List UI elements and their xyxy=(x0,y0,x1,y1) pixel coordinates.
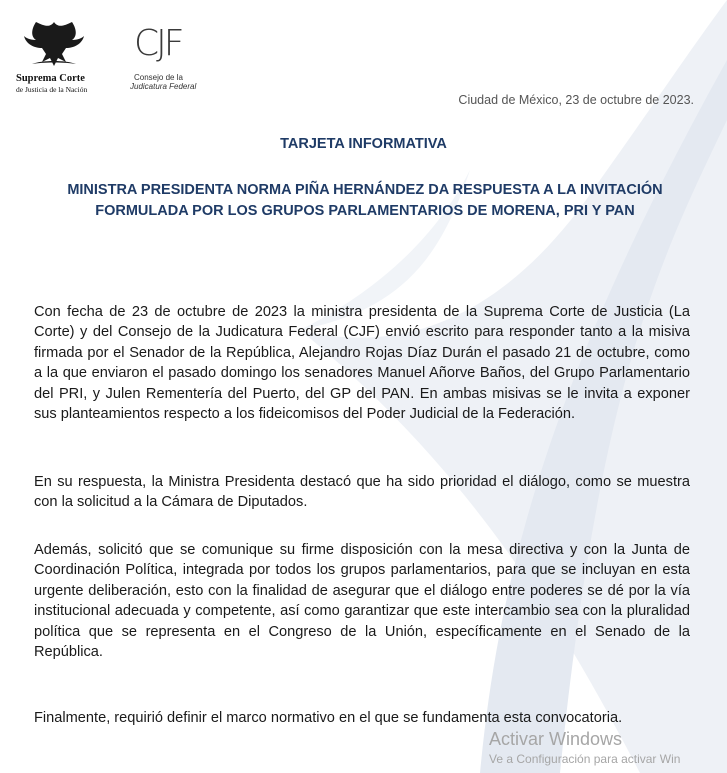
paragraph-3: Además, solicitó que se comunique su firme disposición con la mesa directiva y con la Junta de Coordinación Política, integrada por todos los grupos parlamentarios, para que se incluyan en esta urgente deliberación, esto con la finalidad de asegurar que el diálogo entre poderes se dé por la vía institucional adecuada y competente, así como garantizar que este intercambio sea con la pluralidad política que se representa en el Congreso de la Unión, específicamente en el Senado de la República. xyxy=(34,542,690,661)
cjf-logo-line2: Judicatura Federal xyxy=(130,82,197,91)
eagle-emblem-icon xyxy=(22,18,86,70)
card-title: TARJETA INFORMATIVA xyxy=(280,136,447,152)
activation-watermark-subtitle: Ve a Configuración para activar Win xyxy=(489,752,681,766)
paragraph-4: Finalmente, requirió definir el marco normativo en el que se fundamenta esta convocatoria. xyxy=(34,710,623,726)
headline: MINISTRA PRESIDENTA NORMA PIÑA HERNÁNDEZ DA RESPUESTA A LA INVITACIÓN FORMULADA POR LOS GRUPOS PARLAMENTARIOS DE MORENA, PRI Y PAN xyxy=(67,182,663,219)
document-date: Ciudad de México, 23 de octubre de 2023. xyxy=(458,93,694,107)
cjf-logo-mark: CJF xyxy=(134,23,182,64)
cjf-logo-line1: Consejo de la xyxy=(134,73,183,82)
paragraph-1: Con fecha de 23 de octubre de 2023 la ministra presidenta de la Suprema Corte de Justicia (La Corte) y del Consejo de la Judicatura Federal (CJF) envió escrito para responder tanto a la misiva firmada por el Senador de la República, Alejandro Rojas Díaz Durán el pasado 21 de octubre, como a la que enviaron el pasado domingo los senadores Manuel Añorve Baños, del Grupo Parlamentario del PRI, y Julen Rementería del Puerto, del GP del PAN. En ambas misivas se le invita a exponer sus planteamientos respecto a los fideicomisos del Poder Judicial de la Federación. xyxy=(34,304,690,423)
scjn-logo-name: Suprema Corte xyxy=(16,73,85,84)
scjn-logo xyxy=(12,18,96,98)
paragraph-2: En su respuesta, la Ministra Presidenta destacó que ha sido prioridad el diálogo, como se muestra con la solicitud a la Cámara de Diputados. xyxy=(34,474,690,511)
cjf-logo xyxy=(128,24,218,94)
activation-watermark-title: Activar Windows xyxy=(489,729,623,749)
scjn-logo-subtitle: de Justicia de la Nación xyxy=(16,85,88,94)
